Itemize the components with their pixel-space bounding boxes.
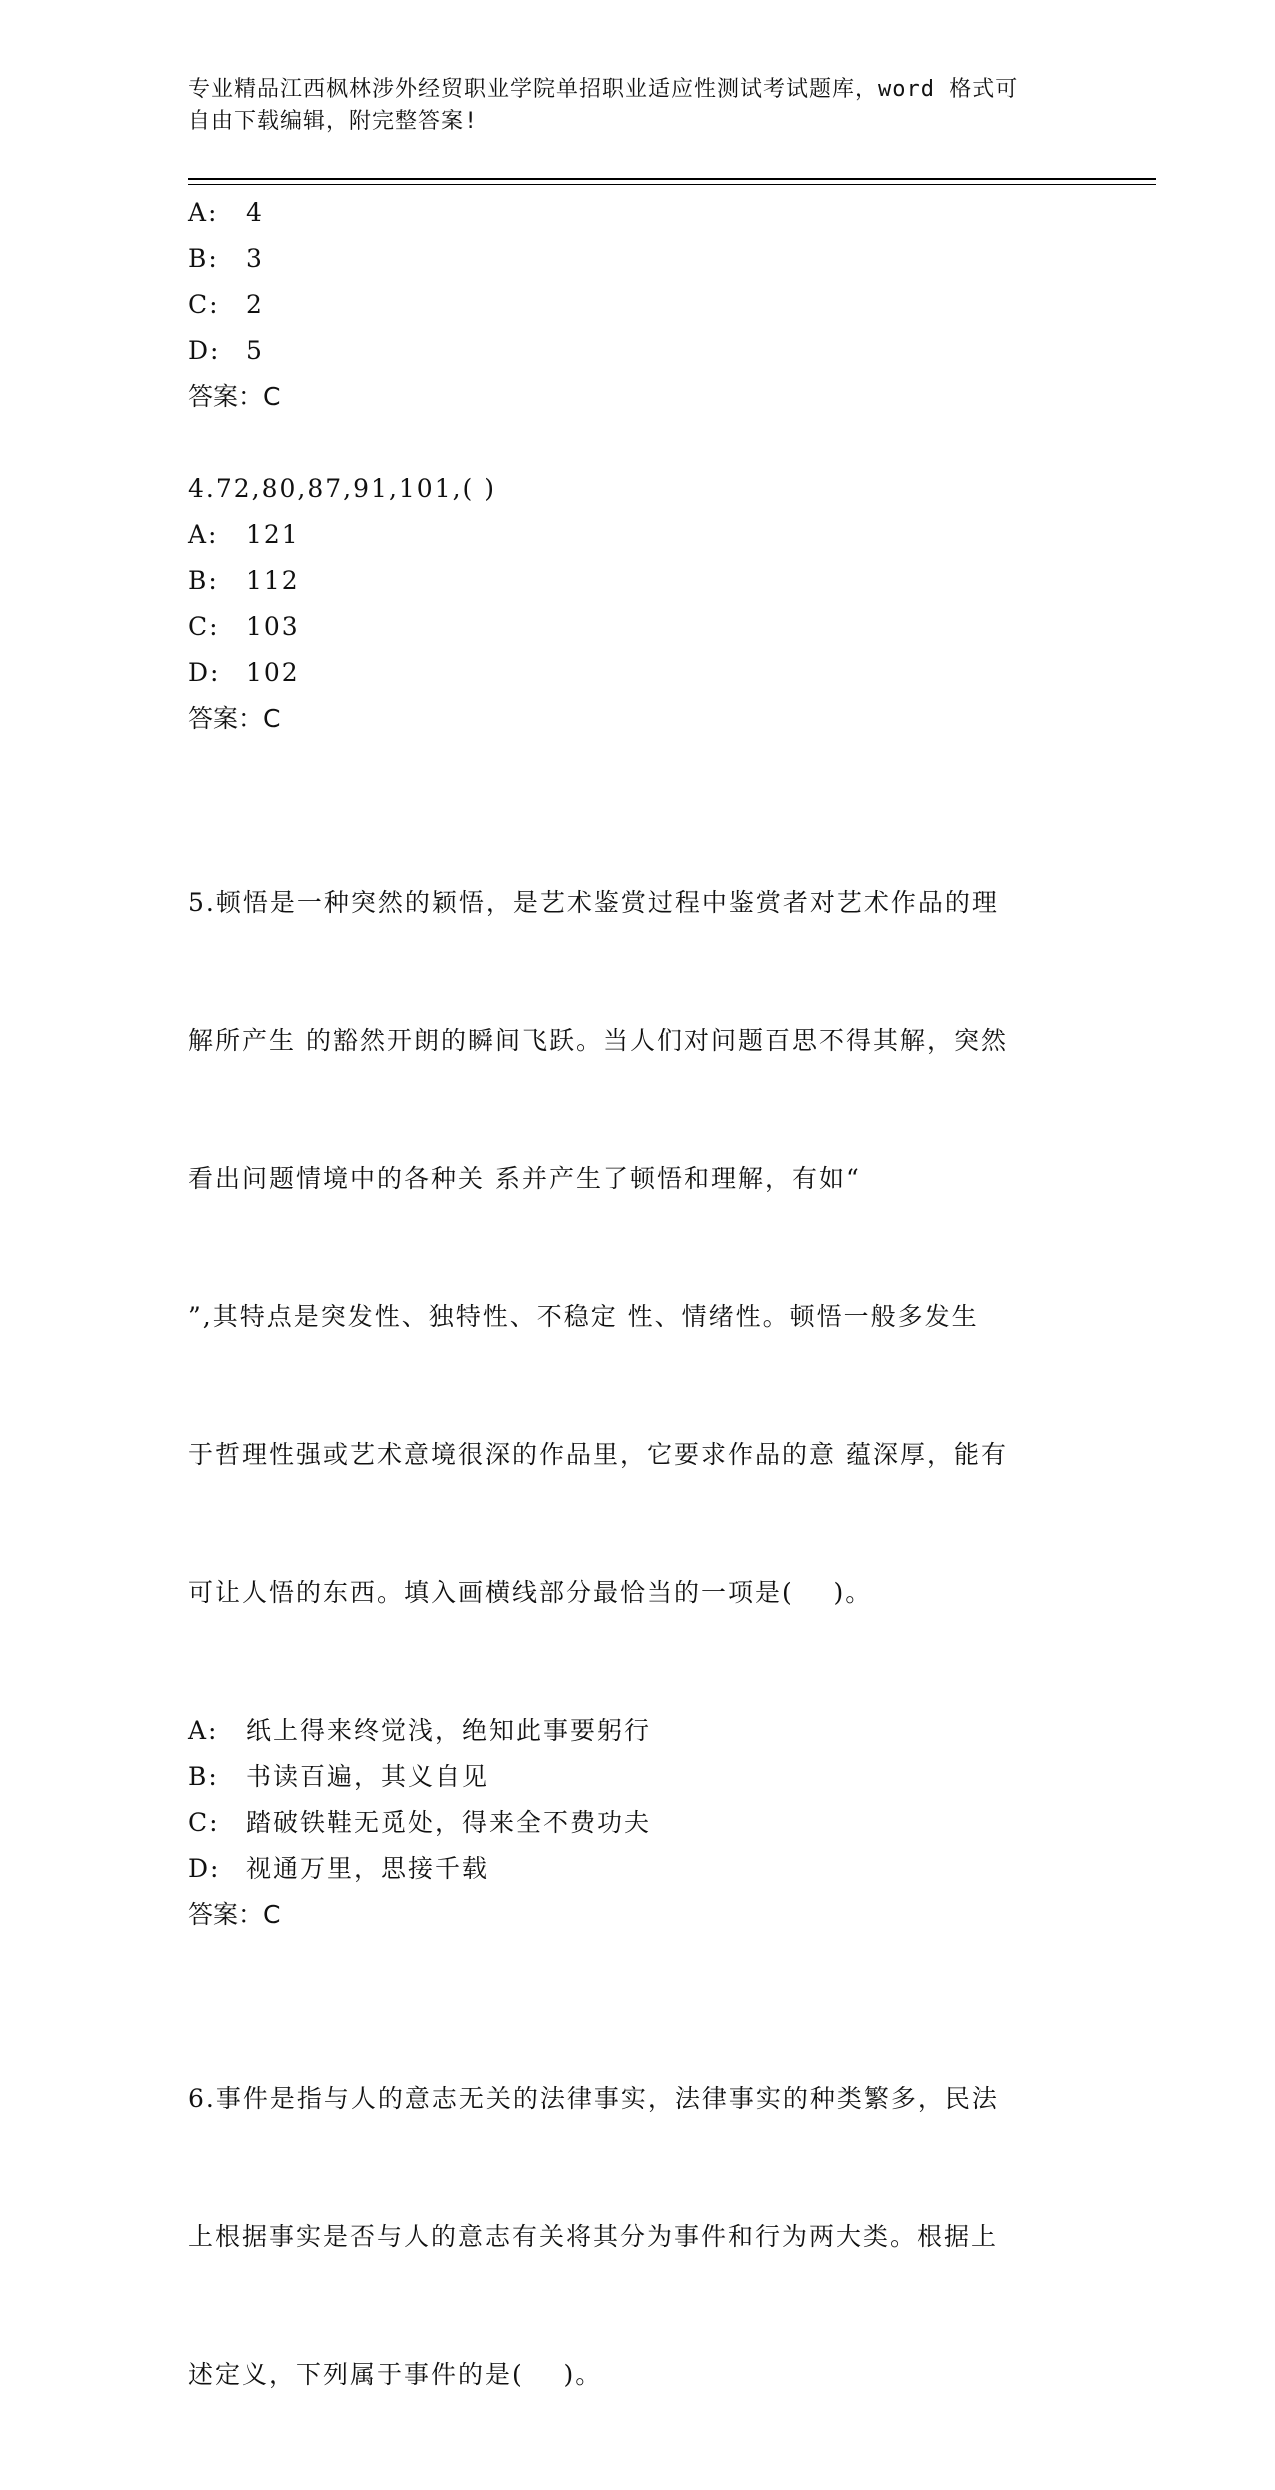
- option-text: 102: [246, 658, 300, 687]
- option-text: 3: [246, 244, 264, 273]
- option-letter: A:: [188, 520, 219, 549]
- option-letter: C:: [188, 612, 220, 641]
- header-divider-thin: [188, 184, 1156, 185]
- option-letter: D:: [188, 336, 221, 365]
- option-letter: D:: [188, 658, 221, 687]
- option-b: [188, 558, 1068, 604]
- header-line-1: 专业精品江西枫林涉外经贸职业学院单招职业适应性测试考试题库，word 格式可: [188, 77, 1019, 102]
- option-d: [188, 1846, 1068, 1892]
- answer-label: 答案：C: [188, 1900, 281, 1929]
- option-b: [188, 1754, 1068, 1800]
- option-letter: D:: [188, 1854, 221, 1883]
- option-letter: C:: [188, 1808, 220, 1837]
- option-text: 视通万里，思接千载: [246, 1854, 490, 1883]
- option-d: [188, 328, 1068, 374]
- question-content: [188, 190, 1068, 2490]
- question-6: [188, 1984, 1068, 2490]
- header-line-2: 自由下载编辑，附完整答案!: [188, 109, 479, 134]
- option-text: 书读百遍，其义自见: [246, 1762, 490, 1791]
- option-a: [188, 190, 1068, 236]
- option-letter: B:: [188, 1762, 219, 1791]
- spacer: [188, 1938, 1068, 1984]
- stem-line: 于哲理性强或艺术意境很深的作品里，它要求作品的意 蕴深厚，能有: [188, 1440, 1008, 1469]
- question-5: [188, 788, 1068, 1938]
- stem-line: ”,其特点是突发性、独特性、不稳定 性、情绪性。顿悟一般多发生: [188, 1302, 979, 1331]
- option-text: 121: [246, 520, 300, 549]
- question-stem: [188, 1984, 1068, 2490]
- spacer: [188, 420, 1068, 466]
- header-divider-thick: [188, 178, 1156, 180]
- option-text: 5: [246, 336, 264, 365]
- question-4: [188, 466, 1068, 742]
- document-header: [188, 74, 1068, 138]
- stem-line: 解所产生 的豁然开朗的瞬间飞跃。当人们对问题百思不得其解，突然: [188, 1026, 1008, 1055]
- option-c: [188, 282, 1068, 328]
- option-b: [188, 236, 1068, 282]
- option-text: 纸上得来终觉浅，绝知此事要躬行: [246, 1716, 652, 1745]
- answer-label: 答案：C: [188, 704, 281, 733]
- spacer: [188, 742, 1068, 788]
- option-a: [188, 512, 1068, 558]
- answer-label: 答案：C: [188, 382, 281, 411]
- option-c: [188, 604, 1068, 650]
- option-text: 112: [246, 566, 300, 595]
- option-letter: A:: [188, 198, 219, 227]
- stem-line: 可让人悟的东西。填入画横线部分最恰当的一项是( )。: [188, 1578, 873, 1607]
- option-letter: B:: [188, 244, 219, 273]
- option-a: [188, 1708, 1068, 1754]
- option-text: 2: [246, 290, 264, 319]
- option-letter: B:: [188, 566, 219, 595]
- stem-line: 上根据事实是否与人的意志有关将其分为事件和行为两大类。根据上: [188, 2222, 999, 2251]
- stem-line: 看出问题情境中的各种关 系并产生了顿悟和理解，有如“: [188, 1164, 861, 1193]
- stem-line: 5.顿悟是一种突然的颖悟，是艺术鉴赏过程中鉴赏者对艺术作品的理: [188, 888, 999, 917]
- option-letter: C:: [188, 290, 220, 319]
- question-stem: [188, 788, 1068, 1708]
- question-3: [188, 190, 1068, 420]
- option-d: [188, 650, 1068, 696]
- option-text: 4: [246, 198, 264, 227]
- option-c: [188, 1800, 1068, 1846]
- option-text: 103: [246, 612, 300, 641]
- stem-line: 6.事件是指与人的意志无关的法律事实，法律事实的种类繁多，民法: [188, 2084, 999, 2113]
- question-stem: 4.72,80,87,91,101,( ): [188, 474, 497, 503]
- stem-line: 述定义，下列属于事件的是( )。: [188, 2360, 603, 2389]
- option-text: 踏破铁鞋无觅处，得来全不费功夫: [246, 1808, 652, 1837]
- option-letter: A:: [188, 1716, 219, 1745]
